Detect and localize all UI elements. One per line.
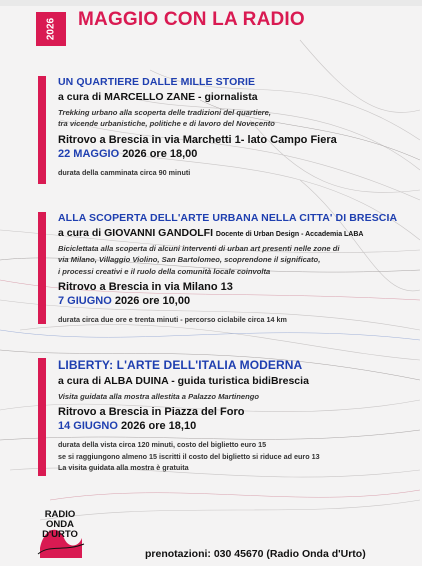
event-title: LIBERTY: L'ARTE DELL'ITALIA MODERNA <box>58 358 303 372</box>
event-time: 2026 ore 18,00 <box>122 147 198 160</box>
description-line: Visita guidata alla mostra allestita a Palazzo Martinengo <box>58 392 260 401</box>
event-description <box>58 107 418 130</box>
event-time: 2026 ore 10,00 <box>114 295 191 308</box>
event-accent-bar <box>38 212 46 324</box>
event-place: Ritrovo a Brescia in Piazza del Foro <box>58 406 245 419</box>
event-place: Ritrovo a Brescia in via Marchetti 1- lato Campo Fiera <box>58 133 337 146</box>
note-line: se si raggiungono almeno 15 iscritti il costo del biglietto si riduce ad euro 13 <box>58 451 320 461</box>
event-title: UN QUARTIERE DALLE MILLE STORIE <box>58 76 256 88</box>
page-title: MAGGIO CON LA RADIO <box>78 9 305 30</box>
event-place: Ritrovo a Brescia in via Milano 13 <box>58 281 233 294</box>
description-line: tra vicende urbanistiche, politiche e di lavoro del Novecento <box>58 119 275 129</box>
description-line: Trekking urbano alla scoperta delle tradizioni del quartiere, <box>58 108 271 117</box>
year-badge <box>36 12 66 46</box>
description-line: Biciclettata alla scoperta di alcuni interventi di urban art presenti nelle zone di <box>58 244 340 253</box>
author-name: GIOVANNI GANDOLFI <box>104 227 213 239</box>
logo-line: D'URTO <box>42 528 78 540</box>
event-notes <box>58 314 418 326</box>
event-title: ALLA SCOPERTA DELL'ARTE URBANA NELLA CITTA' DI BRESCIA <box>58 212 398 224</box>
note-line: durata della camminata circa 90 minuti <box>58 167 191 177</box>
author-prefix: a cura di <box>58 375 102 387</box>
author-role: - giornalista <box>198 91 258 103</box>
event-description <box>58 391 418 402</box>
event-author <box>58 375 418 387</box>
description-line: via Milano, Villaggio Violino, San Bartolomeo, scoprendone il significato, <box>58 255 321 265</box>
event-datetime <box>58 295 418 307</box>
logo-wordmark <box>34 510 86 540</box>
event-accent-bar <box>38 358 46 476</box>
event-date: 7 GIUGNO <box>58 295 112 308</box>
event-card-2 <box>58 212 418 326</box>
author-prefix: a cura di <box>58 91 102 103</box>
event-author <box>58 227 418 239</box>
event-date: 22 MAGGIO <box>58 147 120 160</box>
radio-onda-durto-logo <box>34 508 86 560</box>
event-notes <box>58 167 418 179</box>
event-card-3 <box>58 358 418 474</box>
event-accent-bar <box>38 76 46 184</box>
description-line: i processi creativi e il ruolo della comunità locale coinvolta <box>58 266 271 276</box>
year-text: 2026 <box>45 17 57 41</box>
event-date: 14 GIUGNO <box>58 420 118 433</box>
note-line: durata circa due ore e trenta minuti - percorso ciclabile circa 14 km <box>58 315 287 325</box>
event-time: 2026 ore 18,10 <box>120 420 197 433</box>
event-author <box>58 91 418 103</box>
author-role: Docente di Urban Design - Accademia LABA <box>215 231 364 238</box>
event-card-1 <box>58 76 418 178</box>
event-datetime <box>58 148 418 160</box>
booking-contact: prenotazioni: 030 45670 (Radio Onda d'Urto) <box>145 548 366 560</box>
event-description <box>58 243 418 277</box>
event-notes <box>58 439 418 474</box>
event-datetime <box>58 420 418 432</box>
author-name: MARCELLO ZANE <box>104 91 196 103</box>
author-role: - guida turistica bidiBrescia <box>171 375 309 387</box>
note-line: durata della vista circa 120 minuti, costo del biglietto euro 15 <box>58 440 267 450</box>
author-prefix: a cura di <box>58 227 102 239</box>
note-line: La visita guidata alla mostra è gratuita <box>58 463 189 473</box>
author-name: ALBA DUINA <box>103 375 169 387</box>
logo-line: RADIO <box>44 509 76 520</box>
logo-line: ONDA <box>46 518 74 530</box>
